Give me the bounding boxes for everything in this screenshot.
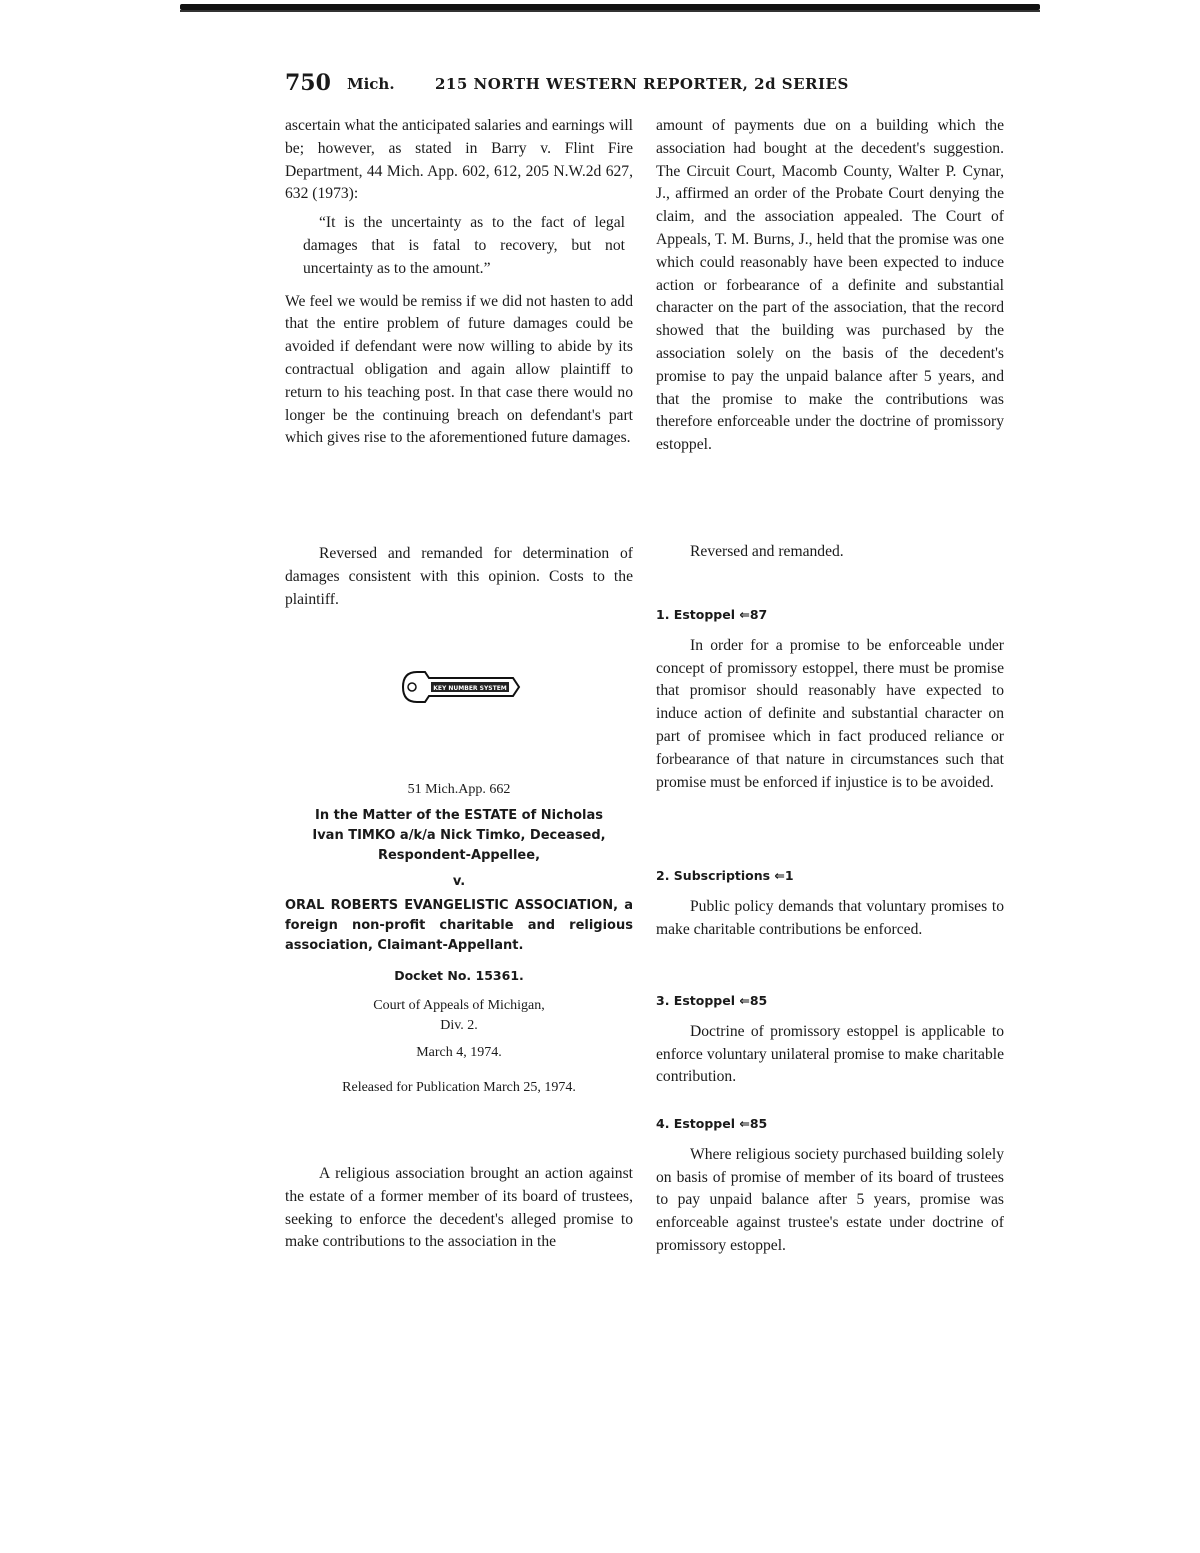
headnote-2 — [656, 865, 1004, 941]
paragraph: amount of payments due on a building which the association had bought at the decedent's suggestion. The Circuit Court, Macomb County, Walter P. Cynar, J., affirmed an order of the Probate Court denying the claim, and the association appealed. The Court of Appeals, T. M. Burns, J., held that the promise was one which could reasonably have been expected to induce action or forbearance of a definite and substantial character on the part of the association, that the record showed that the building was purchased by the association solely on the basis of the decedent's promise to pay the unpaid balance after 5 years, and that the promise to make the contributions was therefore enforceable under the doctrine of promissory estoppel. — [656, 117, 1004, 454]
decision-date: March 4, 1974. — [416, 1044, 502, 1060]
left-column-conclusion — [285, 543, 633, 611]
block-quote: “It is the uncertainty as to the fact of legal damages that is fatal to recovery, but not uncertainty as to the amount.” — [303, 214, 625, 277]
court-name: Court of Appeals of Michigan, — [373, 997, 545, 1013]
headnote-text: Public policy demands that voluntary promises to make charitable contributions be enforced. — [656, 897, 1004, 938]
headnote-heading: 3. Estoppel ⇐85 — [656, 993, 768, 1008]
left-column — [285, 115, 633, 450]
headnote-heading: 1. Estoppel ⇐87 — [656, 607, 768, 622]
paragraph: ascertain what the anticipated salaries and earnings will be; however, as stated in Barry v. Flint Fire Department, 44 Mich. App. 602, 612, 205 N.W.2d 627, 632 (1973): — [285, 117, 633, 203]
state-abbrev: Mich. — [347, 75, 395, 93]
scan-top-rule-shadow — [180, 10, 1040, 12]
key-number-icon — [395, 662, 525, 712]
paragraph: A religious association brought an action against the estate of a former member of its board of trustees, seeking to enforce the decedent's alleged promise to make contributions to the association in the — [285, 1165, 633, 1251]
reporter-title: 215 NORTH WESTERN REPORTER, 2d SERIES — [435, 75, 849, 93]
court-division: Div. 2. — [440, 1017, 478, 1033]
versus: v. — [452, 873, 466, 889]
docket-number: Docket No. 15361. — [394, 967, 524, 983]
page-number: 750 — [285, 70, 331, 96]
party-appellee: In the Matter of the ESTATE of Nicholas Ivan TIMKO a/k/a Nick Timko, Deceased, Respondent-Appellee, — [312, 807, 606, 863]
key-number-label: KEY NUMBER SYSTEM — [433, 685, 507, 692]
headnote-heading: 2. Subscriptions ⇐1 — [656, 868, 794, 883]
case-citation: 51 Mich.App. 662 — [407, 782, 511, 797]
paragraph: Reversed and remanded for determination of damages consistent with this opinion. Costs to the plaintiff. — [285, 545, 633, 608]
headnote-heading: 4. Estoppel ⇐85 — [656, 1116, 768, 1131]
headnote-4 — [656, 1113, 1004, 1258]
headnote-1 — [656, 604, 1004, 794]
case-caption — [285, 779, 633, 1099]
disposition — [656, 541, 1004, 564]
headnote-text: Where religious society purchased building solely on basis of promise of member of its board of trustees to pay unpaid balance after 5 years, promise was enforceable against trustee's estate under doctrine of promissory estoppel. — [656, 1145, 1004, 1254]
paragraph: Reversed and remanded. — [690, 543, 844, 560]
paragraph: We feel we would be remiss if we did not hasten to add that the entire problem of future damages could be avoided if defendant were now willing to abide by its contractual obligation and again allow plaintiff to return to his teaching post. In that case there would no longer be the continuing breach on defendant's part which gives rise to the aforementioned future damages. — [285, 292, 633, 447]
headnote-text: In order for a promise to be enforceable under concept of promissory estoppel, there must be promise that promisor should reasonably have expected to induce action of definite and substantial character on part of promisee which in fact produced reliance or forbearance of that nature in circumstances such that promise must be enforced if injustice is to be avoided. — [656, 636, 1004, 791]
headnote-text: Doctrine of promissory estoppel is applicable to enforce voluntary unilateral promise to make charitable contribution. — [656, 1022, 1004, 1086]
party-appellant: ORAL ROBERTS EVANGELISTIC ASSOCIATION, a foreign non-profit charitable and religious association, Claimant-Appellant. — [285, 897, 633, 953]
headnote-3 — [656, 990, 1004, 1089]
syllabus-start — [285, 1163, 633, 1254]
release-date: Released for Publication March 25, 1974. — [342, 1079, 576, 1095]
right-column — [656, 115, 1004, 457]
running-header — [285, 70, 1005, 100]
